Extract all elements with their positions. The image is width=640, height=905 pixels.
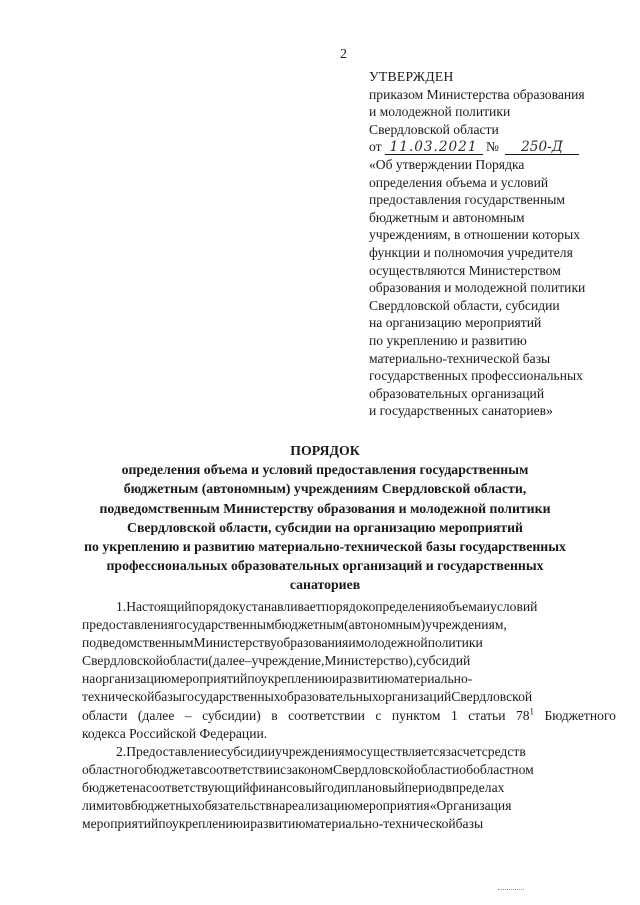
word: с [375, 707, 382, 723]
word: Настоящий [126, 599, 192, 614]
word: пределах [451, 779, 505, 795]
word: и [482, 599, 491, 614]
word: и [348, 635, 356, 651]
word: на [132, 779, 146, 795]
document-body [82, 598, 616, 833]
word: Свердловской [333, 761, 414, 777]
word: в [445, 779, 452, 795]
body-line [82, 688, 616, 706]
word: технической [82, 689, 155, 705]
subject-line: бюджетным и автономным [369, 209, 525, 225]
approval-date-line [369, 138, 624, 156]
title-line: санаториев [289, 577, 361, 593]
word: «Организация [429, 798, 512, 814]
word: областном [473, 761, 534, 777]
body-line [82, 761, 616, 779]
word: за [445, 743, 457, 759]
word: образовательных [280, 689, 379, 705]
word: и [331, 671, 340, 687]
word: Свердловской [451, 689, 533, 705]
word: (автономным) [344, 617, 426, 633]
title-line: профессиональных образовательных организаций и государственных [106, 558, 544, 574]
body-line [82, 815, 616, 833]
superscript: 1 [529, 706, 535, 717]
word: организаций [378, 689, 452, 705]
word: $78^1$ [515, 706, 535, 723]
word: и [340, 779, 348, 795]
approval-block [369, 68, 624, 420]
word: области [162, 653, 209, 669]
page-number: 2 [340, 47, 347, 62]
word: материально- [394, 671, 473, 687]
body-line [82, 743, 616, 761]
body-line [82, 670, 616, 688]
word: бюджете [82, 779, 133, 795]
word: и [242, 816, 251, 832]
title-line: подведомственным Министерству образования и молодежной политики [99, 500, 551, 516]
word: финансовый [249, 779, 322, 795]
subject-line: на организацию мероприятий [369, 315, 542, 331]
word: средств [481, 743, 526, 759]
subject-line: по укреплению и развитию [369, 332, 527, 348]
word: организацию [95, 671, 171, 687]
title-line: по укреплению и развитию материально-технической базы государственных [84, 539, 566, 555]
word: политики [427, 635, 483, 651]
word: на [82, 671, 96, 687]
word: порядок [191, 599, 239, 614]
word: бюджетным [274, 617, 345, 633]
word: государственным [174, 617, 275, 633]
word: счет [457, 743, 482, 759]
word: бюджетных [130, 798, 198, 814]
word: лимитов [82, 798, 131, 814]
word: 1. [116, 599, 127, 614]
word: учреждение, [251, 653, 325, 669]
word: образования [276, 635, 349, 651]
word: обязательств [197, 798, 272, 814]
word: субсидии) [202, 707, 261, 723]
word: соответствующий [145, 779, 250, 795]
word: Министерство), [324, 653, 417, 669]
word: устанавливает [238, 599, 322, 614]
approval-heading: УТВЕРЖДЕН [369, 69, 454, 84]
word: материально-технической [305, 816, 456, 832]
word: развитию [339, 671, 395, 687]
word: мероприятий [82, 816, 159, 832]
word: базы [455, 816, 484, 832]
word: области [82, 707, 128, 723]
body-line [82, 616, 616, 634]
scan-mark [498, 889, 524, 890]
word: 1 [451, 707, 458, 723]
word: по [158, 816, 172, 832]
word: об [459, 761, 474, 777]
approval-line: приказом Министерства образования [369, 86, 585, 102]
subject-line: осуществляются Министерством [369, 262, 561, 278]
subject-line: образовательных организаций [369, 385, 545, 401]
word: учреждениям, [425, 617, 507, 633]
word: плановый [347, 779, 405, 795]
word: на [271, 798, 286, 814]
subject-line: учреждениям, в отношении которых [369, 227, 580, 243]
word: областного [82, 761, 147, 777]
body-line-with-superscript [82, 707, 616, 725]
word: развитию [250, 816, 306, 832]
word: базы [154, 689, 182, 705]
subject-line: Свердловской области, субсидии [369, 297, 560, 313]
word: с [280, 761, 287, 777]
body-line [82, 779, 616, 797]
word: пунктом [391, 707, 441, 723]
word: порядок [321, 599, 369, 614]
paragraph-1 [82, 598, 616, 743]
word: определения [368, 599, 442, 614]
word: осуществляется [353, 743, 446, 759]
handwritten-number: 250-Д [505, 140, 579, 155]
word: предоставления [82, 617, 175, 633]
date-prefix: от [369, 139, 382, 155]
title-line: Свердловской области, субсидии на организацию мероприятий [127, 519, 523, 535]
word: реализацию [285, 798, 355, 814]
word: в [196, 761, 204, 777]
subject-line: государственных профессиональных [369, 368, 583, 384]
word: объема [441, 599, 483, 614]
word: (далее [137, 707, 175, 723]
title-line: бюджетным (автономным) учреждениям Свердловской области, [123, 481, 527, 497]
title-line: определения объема и условий предоставления государственным [121, 462, 529, 478]
body-line [82, 634, 616, 652]
subject-line: и государственных санаториев» [369, 403, 553, 419]
approval-line: Свердловской области [369, 121, 499, 137]
word: учреждениям [275, 743, 354, 759]
word: в [271, 707, 278, 723]
word: 2. [116, 743, 127, 759]
word: (далее [208, 653, 245, 669]
word: Свердловской [82, 653, 163, 669]
body-line [82, 598, 616, 616]
subject-line: образования и молодежной политики [369, 280, 586, 296]
word: – [244, 653, 252, 669]
number-prefix: № [485, 139, 499, 155]
word: подведомственным [82, 635, 194, 651]
word: законом [286, 761, 334, 777]
word: соответствии [203, 761, 281, 777]
word: укреплению [171, 816, 243, 832]
word: по [247, 671, 261, 687]
document-title [40, 441, 610, 595]
word: Бюджетного [544, 707, 616, 723]
word: – [184, 707, 192, 723]
body-line [82, 797, 616, 815]
word: субсидии [220, 743, 276, 759]
subject-line: функции и полномочия учредителя [369, 244, 573, 260]
word: Министерству [193, 635, 277, 651]
word: мероприятия [354, 798, 430, 814]
approval-line: и молодежной политики [369, 104, 511, 120]
title-heading: ПОРЯДОК [290, 443, 360, 458]
word: период [404, 779, 446, 795]
word: молодежной [355, 635, 428, 651]
word: Предоставление [126, 743, 221, 759]
word: соответствии [288, 707, 365, 723]
subject-line: предоставления государственным [369, 192, 565, 208]
word: государственных [181, 689, 281, 705]
body-line: кодекса Российской Федерации. [82, 725, 268, 741]
word: бюджета [146, 761, 197, 777]
word: укреплению [260, 671, 332, 687]
word: статьи [468, 707, 506, 723]
subject-line: материально-технической базы [369, 350, 551, 366]
word: области [413, 761, 460, 777]
word: мероприятий [171, 671, 248, 687]
subject-line: определения объема и условий [369, 174, 549, 190]
word: условий [490, 599, 538, 614]
subject-line: «Об утверждении Порядка [369, 156, 525, 172]
word: год [321, 779, 341, 795]
body-line [82, 652, 616, 670]
paragraph-2 [82, 743, 616, 833]
handwritten-date: 11.03.2021 [385, 140, 483, 155]
word: субсидий [416, 653, 471, 669]
